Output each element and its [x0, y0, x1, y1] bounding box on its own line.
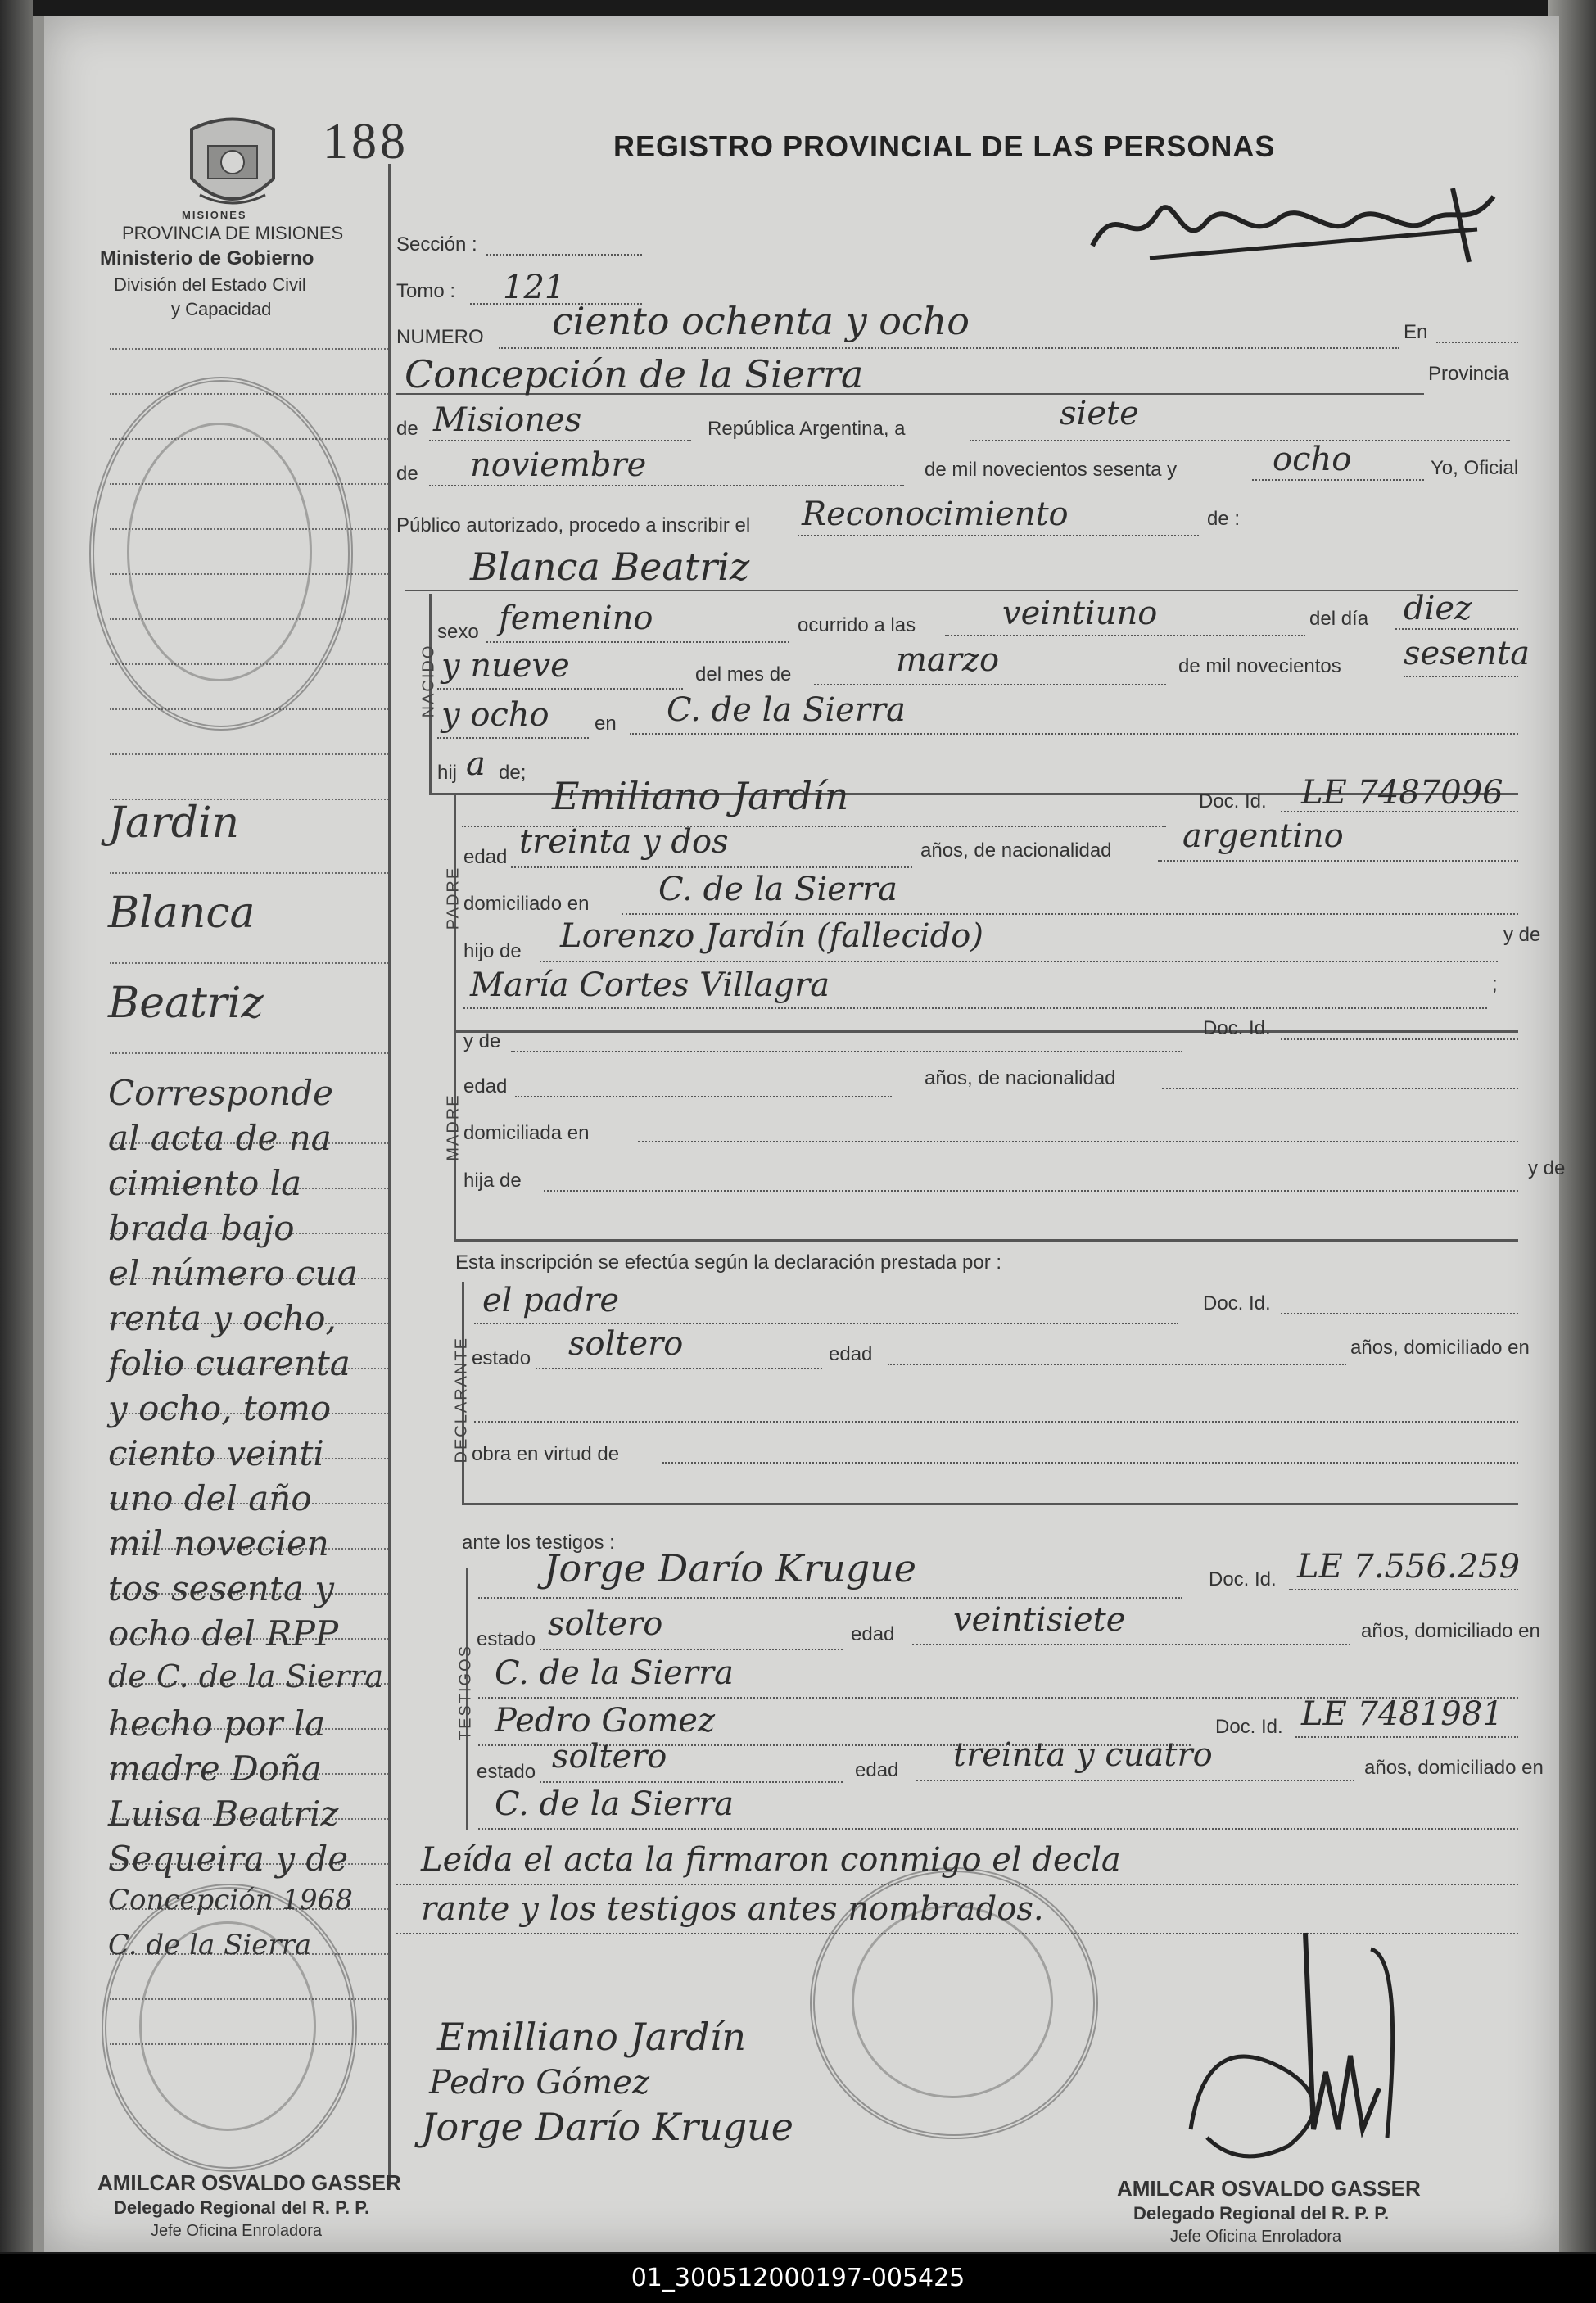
localidad-value: Concepción de la Sierra [405, 352, 864, 396]
acto-value: Reconocimiento [802, 495, 1069, 533]
oficial-label: Yo, Oficial [1431, 457, 1519, 479]
madre-section-label: MADRE [444, 1093, 463, 1161]
hora-value: veintiuno [1002, 595, 1158, 632]
registry-stamp-top [89, 377, 353, 731]
official-signature-bottom [1174, 1925, 1469, 2170]
margin-note-line: brada bajo [108, 1208, 295, 1248]
padre-edad-value: treinta y dos [519, 823, 729, 861]
numero-value: ciento ochenta y ocho [552, 299, 970, 343]
dia-nacimiento-value-2: y nueve [441, 647, 570, 685]
seccion-label: Sección : [396, 233, 477, 256]
province-label: PROVINCIA DE MISIONES [122, 223, 344, 243]
margin-note-line: cimiento la [108, 1163, 302, 1203]
division-label: División del Estado Civil [114, 274, 306, 295]
margin-note-line: hecho por la [108, 1703, 326, 1744]
testigo1-dom-label: años, domiciliado en [1361, 1620, 1540, 1642]
declarante-dom-label: años, domiciliado en [1350, 1337, 1530, 1359]
margin-note-line: Corresponde [108, 1073, 333, 1113]
margin-note-line: Sequeira y de [108, 1839, 349, 1879]
book-spine [0, 0, 33, 2252]
padre-hijo-de-label: hijo de [463, 940, 522, 962]
image-caption: 01_300512000197-005425 [0, 2254, 1596, 2303]
dia-value: siete [1060, 395, 1139, 432]
margin-note-line: uno del año [108, 1478, 312, 1518]
ministry-label: Ministerio de Gobierno [100, 247, 314, 269]
official-title-1: Delegado Regional del R. P. P. [1133, 2203, 1390, 2224]
sexo-label: sexo [437, 621, 479, 643]
testigos-section-label: TESTIGOS [456, 1644, 475, 1741]
padre-dom-value: C. de la Sierra [658, 871, 897, 908]
anio-nacimiento-label: de mil novecientos [1178, 655, 1341, 677]
en-nacimiento-label: en [595, 713, 617, 735]
publico-label: Público autorizado, procedo a inscribir el [396, 514, 751, 536]
margin-note-line: ocho del RPP [108, 1613, 339, 1654]
en-label: En [1404, 321, 1428, 343]
testigo2-edad-label: edad [855, 1759, 899, 1781]
margin-note-line: Concepción 1968 [108, 1884, 353, 1916]
margin-surname: Jardin [108, 799, 240, 848]
margin-note-line: de C. de la Sierra [108, 1658, 384, 1694]
declarante-estado-value: soltero [568, 1325, 684, 1363]
ocurrido-label: ocurrido a las [798, 614, 916, 636]
testigo1-estado-label: estado [477, 1628, 536, 1650]
tomo-value: 121 [503, 269, 566, 306]
madre-nac-label: años, de nacionalidad [925, 1067, 1116, 1089]
madre-doc-label: Doc. Id. [1203, 1017, 1271, 1039]
provincial-seal-icon [183, 113, 282, 219]
de-label: de [396, 418, 418, 440]
padre-section-label: PADRE [444, 866, 463, 930]
provincia-value: Misiones [433, 401, 582, 439]
testigo2-estado-label: estado [477, 1761, 536, 1783]
signature-emiliano: Emilliano Jardín [437, 2015, 747, 2059]
testigo2-dom-value: C. de la Sierra [495, 1785, 734, 1823]
padre-doc-value: LE 7487096 [1301, 774, 1503, 812]
mes-value: noviembre [470, 446, 647, 484]
dia-nacimiento-value: diez [1404, 590, 1472, 627]
testigo1-doc-value: LE 7.556.259 [1297, 1548, 1521, 1586]
padre-nac-label: años, de nacionalidad [920, 839, 1112, 862]
padre-semicolon: ; [1492, 973, 1498, 995]
declarante-obra-label: obra en virtud de [472, 1443, 620, 1465]
closing-line-2: rante y los testigos antes nombrados. [421, 1890, 1044, 1928]
testigo2-dom-label: años, domiciliado en [1364, 1757, 1544, 1779]
left-official-title-2: Jefe Oficina Enroladora [151, 2222, 323, 2240]
mes-label: del mes de [695, 663, 792, 685]
testigo2-edad-value: treinta y cuatro [953, 1736, 1213, 1774]
lugar-nacimiento-value: C. de la Sierra [667, 691, 906, 729]
division-label-2: y Capacidad [171, 299, 272, 319]
republica-label: República Argentina, a [708, 418, 906, 440]
testigo2-doc-value: LE 7481981 [1301, 1695, 1503, 1733]
margin-firstname: Blanca [108, 889, 255, 938]
margin-note-line: madre Doña [108, 1749, 323, 1789]
testigo2-estado-value: soltero [552, 1738, 667, 1776]
sexo-value: femenino [499, 600, 653, 637]
margin-note-line: el número cua [108, 1253, 358, 1293]
madre-y-de-label: y de [463, 1030, 501, 1052]
hijo-suffix: a [466, 745, 486, 783]
padre-madre-value: María Cortes Villagra [470, 966, 830, 1004]
official-signature-top [1084, 180, 1510, 270]
mes-nacimiento-value: marzo [896, 641, 1000, 679]
declarante-intro: Esta inscripción se efectúa según la declaración prestada por : [455, 1251, 1002, 1274]
margin-middlename: Beatriz [108, 979, 264, 1028]
padre-edad-label: edad [463, 846, 508, 868]
testigo1-edad-label: edad [851, 1623, 895, 1645]
anio-label: de mil novecientos sesenta y [925, 459, 1178, 481]
margin-note-line: Luisa Beatriz [108, 1794, 339, 1834]
padre-dom-label: domiciliado en [463, 893, 590, 915]
madre-edad-label: edad [463, 1075, 508, 1097]
act-number: 188 [323, 114, 409, 170]
official-name: AMILCAR OSVALDO GASSER [1117, 2176, 1421, 2201]
testigo1-nombre-value: Jorge Darío Krugue [544, 1546, 917, 1590]
margin-note-line: C. de la Sierra [108, 1929, 312, 1961]
provincia-label: Provincia [1428, 363, 1509, 385]
testigo1-doc-label: Doc. Id. [1209, 1568, 1277, 1590]
padre-y-de-label: y de [1503, 924, 1541, 946]
official-title-2: Jefe Oficina Enroladora [1170, 2228, 1342, 2246]
signature-jorge: Jorge Darío Krugue [421, 2105, 794, 2149]
declarante-nombre-value: el padre [482, 1282, 620, 1319]
margin-note-line: al acta de na [108, 1118, 332, 1158]
margin-note-line: renta y ocho, [108, 1298, 337, 1338]
padre-nac-value: argentino [1182, 817, 1344, 855]
margin-note-line: tos sesenta y [108, 1568, 334, 1608]
declarante-edad-label: edad [829, 1343, 873, 1365]
declarante-doc-label: Doc. Id. [1203, 1292, 1271, 1314]
dia-label: del día [1309, 608, 1369, 630]
testigo1-edad-value: veintisiete [953, 1601, 1126, 1639]
registry-stamp-bottom-left [102, 1884, 357, 2172]
padre-nombre-value: Emiliano Jardín [552, 774, 849, 818]
madre-hija-label: hija de [463, 1170, 522, 1192]
madre-y-de2-label: y de [1528, 1157, 1566, 1179]
left-official-name: AMILCAR OSVALDO GASSER [97, 2170, 401, 2195]
testigo2-doc-label: Doc. Id. [1215, 1716, 1283, 1738]
de2-label: de : [1207, 508, 1241, 530]
nacido-section-label: NACIDO [419, 644, 438, 718]
margin-note-line: mil novecien [108, 1523, 329, 1563]
signature-pedro: Pedro Gómez [429, 2064, 650, 2102]
testigos-intro: ante los testigos : [462, 1532, 615, 1554]
column-divider [388, 164, 391, 2187]
testigo1-dom-value: C. de la Sierra [495, 1654, 734, 1692]
tomo-label: Tomo : [396, 280, 456, 302]
hijo-de-label: de; [499, 762, 527, 784]
numero-label: NUMERO [396, 326, 484, 348]
anio-nacimiento-value: sesenta [1404, 635, 1530, 672]
left-official-title-1: Delegado Regional del R. P. P. [114, 2197, 370, 2218]
inscribed-name-value: Blanca Beatriz [470, 545, 750, 589]
padre-doc-label: Doc. Id. [1199, 790, 1267, 812]
seal-label: MISIONES [182, 209, 247, 221]
declarante-estado-label: estado [472, 1347, 531, 1369]
closing-line-1: Leída el acta la firmaron conmigo el decla [421, 1841, 1121, 1879]
margin-note-line: ciento veinti [108, 1433, 324, 1473]
hijo-label: hij [437, 762, 458, 784]
padre-padre-value: Lorenzo Jardín (fallecido) [560, 917, 983, 955]
declarante-section-label: DECLARANTE [452, 1337, 471, 1464]
margin-note-line: folio cuarenta [108, 1343, 350, 1383]
page-title: REGISTRO PROVINCIAL DE LAS PERSONAS [613, 129, 1276, 163]
madre-dom-label: domiciliada en [463, 1122, 590, 1144]
de-label-2: de [396, 463, 418, 485]
anio-value: ocho [1273, 441, 1352, 478]
document-page [33, 16, 1566, 2252]
anio-nacimiento-value-2: y ocho [441, 696, 549, 734]
margin-note-line: y ocho, tomo [108, 1388, 332, 1428]
testigo1-estado-value: soltero [548, 1605, 663, 1643]
testigo2-nombre-value: Pedro Gomez [495, 1702, 716, 1740]
